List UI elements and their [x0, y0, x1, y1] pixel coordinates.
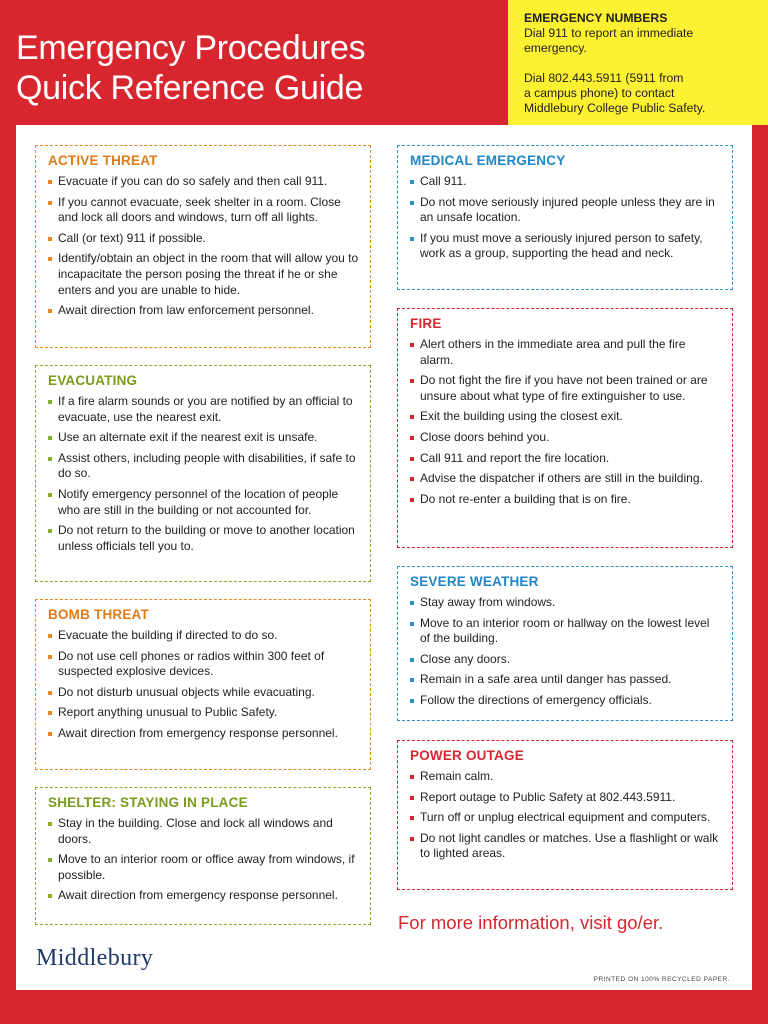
shelter-section — [35, 787, 371, 925]
list-item: Do not use cell phones or radios within 300 feet of suspected explosive devices. — [48, 649, 360, 680]
list-item: Use an alternate exit if the nearest exit is unsafe. — [48, 430, 360, 446]
list-item: Follow the directions of emergency officials. — [410, 693, 722, 709]
emergency-numbers-line: Dial 911 to report an immediate — [524, 26, 694, 40]
power-outage-section — [397, 740, 733, 890]
evacuating-section — [35, 365, 371, 582]
title-line-2: Quick Reference Guide — [16, 69, 364, 107]
list-item: Stay away from windows. — [410, 595, 722, 611]
bullet-list — [410, 595, 722, 709]
list-item: Await direction from emergency response personnel. — [48, 888, 360, 904]
severe-weather-section — [397, 566, 733, 721]
section-title: SHELTER: STAYING IN PLACE — [48, 795, 248, 810]
list-item: Await direction from law enforcement personnel. — [48, 303, 360, 319]
list-item: Await direction from emergency response personnel. — [48, 726, 360, 742]
list-item: Call 911. — [410, 174, 722, 190]
section-title: ACTIVE THREAT — [48, 153, 158, 168]
section-title: SEVERE WEATHER — [410, 574, 539, 589]
section-title: FIRE — [410, 316, 442, 331]
fire-section — [397, 308, 733, 548]
list-item: Do not light candles or matches. Use a flashlight or walk to lighted areas. — [410, 831, 722, 862]
list-item: Stay in the building. Close and lock all windows and doors. — [48, 816, 360, 847]
list-item: Close any doors. — [410, 652, 722, 668]
emergency-numbers-title: EMERGENCY NUMBERS — [524, 11, 668, 25]
list-item: Evacuate if you can do so safely and then call 911. — [48, 174, 360, 190]
list-item: Move to an interior room or hallway on the lowest level of the building. — [410, 616, 722, 647]
bullet-list — [410, 174, 722, 262]
bullet-list — [48, 174, 360, 319]
middlebury-logo: Middlebury — [36, 945, 154, 971]
emergency-numbers-box — [508, 0, 768, 125]
emergency-numbers-line: emergency. — [524, 41, 587, 55]
list-item: Call 911 and report the fire location. — [410, 451, 722, 467]
content-page — [16, 125, 752, 990]
bomb-threat-section — [35, 599, 371, 770]
bullet-list — [410, 769, 722, 862]
section-title: EVACUATING — [48, 373, 138, 388]
list-item: Close doors behind you. — [410, 430, 722, 446]
emergency-numbers-line: Dial 802.443.5911 (5911 from — [524, 71, 684, 85]
list-item: Do not return to the building or move to another location unless officials tell you to. — [48, 523, 360, 554]
list-item: Do not fight the fire if you have not been trained or are unsure about what type of fire extinguisher to use. — [410, 373, 722, 404]
list-item: Turn off or unplug electrical equipment and computers. — [410, 810, 722, 826]
list-item: Remain calm. — [410, 769, 722, 785]
list-item: Advise the dispatcher if others are still in the building. — [410, 471, 722, 487]
recycled-paper-note: PRINTED ON 100% RECYCLED PAPER. — [593, 976, 730, 983]
list-item: Evacuate the building if directed to do so. — [48, 628, 360, 644]
section-title: MEDICAL EMERGENCY — [410, 153, 566, 168]
list-item: Report anything unusual to Public Safety. — [48, 705, 360, 721]
list-item: Report outage to Public Safety at 802.443.5911. — [410, 790, 722, 806]
list-item: Exit the building using the closest exit. — [410, 409, 722, 425]
list-item: Alert others in the immediate area and pull the fire alarm. — [410, 337, 722, 368]
section-title: BOMB THREAT — [48, 607, 149, 622]
more-info-text: For more information, visit go/er. — [398, 912, 664, 933]
title-line-1: Emergency Procedures — [16, 29, 366, 67]
list-item: If you cannot evacuate, seek shelter in a room. Close and lock all doors and windows, turn off all lights. — [48, 195, 360, 226]
page-title — [16, 28, 365, 108]
list-item: Call (or text) 911 if possible. — [48, 231, 360, 247]
bullet-list — [48, 628, 360, 742]
list-item: If a fire alarm sounds or you are notified by an official to evacuate, use the nearest exit. — [48, 394, 360, 425]
medical-emergency-section — [397, 145, 733, 290]
bullet-list — [48, 394, 360, 554]
list-item: Remain in a safe area until danger has passed. — [410, 672, 722, 688]
list-item: Identify/obtain an object in the room that will allow you to incapacitate the person posing the threat if he or she enters and you are unable to hide. — [48, 251, 360, 298]
section-title: POWER OUTAGE — [410, 748, 524, 763]
bullet-list — [410, 337, 722, 507]
active-threat-section — [35, 145, 371, 348]
list-item: Do not re-enter a building that is on fire. — [410, 492, 722, 508]
emergency-numbers-line: a campus phone) to contact — [524, 86, 675, 100]
list-item: Do not disturb unusual objects while evacuating. — [48, 685, 360, 701]
list-item: Do not move seriously injured people unless they are in an unsafe location. — [410, 195, 722, 226]
list-item: Assist others, including people with disabilities, if safe to do so. — [48, 451, 360, 482]
emergency-numbers-line: Middlebury College Public Safety. — [524, 101, 706, 115]
list-item: Move to an interior room or office away from windows, if possible. — [48, 852, 360, 883]
list-item: If you must move a seriously injured person to safety, work as a group, supporting the head and neck. — [410, 231, 722, 262]
bullet-list — [48, 816, 360, 904]
list-item: Notify emergency personnel of the location of people who are still in the building or not accounted for. — [48, 487, 360, 518]
